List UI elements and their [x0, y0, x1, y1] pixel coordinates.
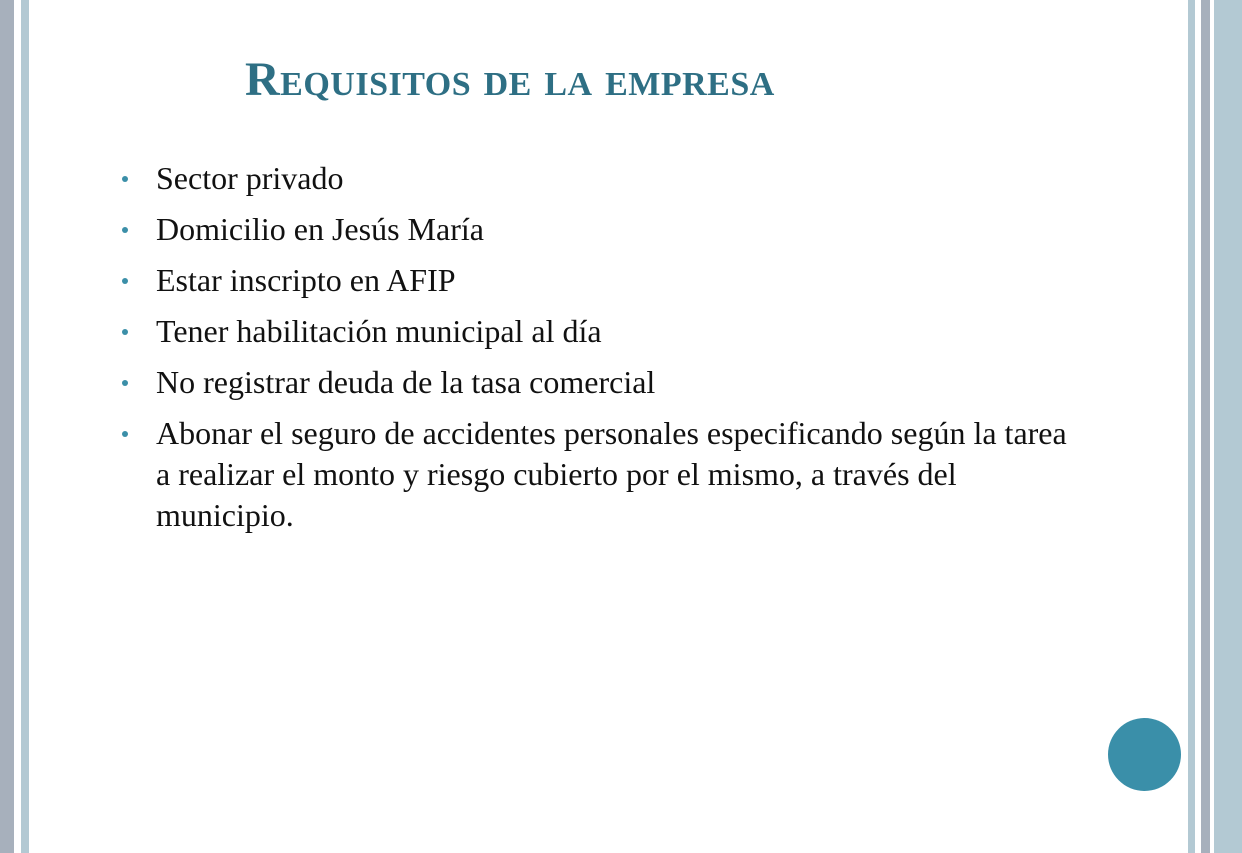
bullet-item	[120, 158, 1080, 199]
bullet-text: No registrar deuda de la tasa comercial	[156, 364, 656, 400]
right-border-bar-gray	[1201, 0, 1210, 853]
bullet-dot-icon	[122, 227, 128, 233]
bullet-dot-icon	[122, 380, 128, 386]
slide-nav-circle-button[interactable]	[1108, 718, 1181, 791]
bullet-text: Sector privado	[156, 160, 344, 196]
bullet-item	[120, 209, 1080, 250]
bullet-text: Estar inscripto en AFIP	[156, 262, 456, 298]
bullet-dot-icon	[122, 176, 128, 182]
bullet-list	[120, 158, 1080, 546]
bullet-text: Domicilio en Jesús María	[156, 211, 484, 247]
bullet-dot-icon	[122, 431, 128, 437]
right-border-bar-blue-inner	[1188, 0, 1195, 853]
bullet-dot-icon	[122, 329, 128, 335]
left-border-bar-blue	[21, 0, 29, 853]
bullet-item	[120, 413, 1080, 536]
bullet-dot-icon	[122, 278, 128, 284]
bullet-text: Tener habilitación municipal al día	[156, 313, 602, 349]
bullet-item	[120, 362, 1080, 403]
bullet-item	[120, 260, 1080, 301]
bullet-item	[120, 311, 1080, 352]
slide-title: Requisitos de la empresa	[245, 53, 775, 106]
right-border-bar-blue-outer	[1214, 0, 1242, 853]
left-border-bar-gray	[0, 0, 14, 853]
bullet-text: Abonar el seguro de accidentes personales especificando según la tarea a realizar el monto y riesgo cubierto por el mismo, a través del municipio.	[156, 415, 1067, 533]
left-border-gap	[14, 0, 21, 853]
